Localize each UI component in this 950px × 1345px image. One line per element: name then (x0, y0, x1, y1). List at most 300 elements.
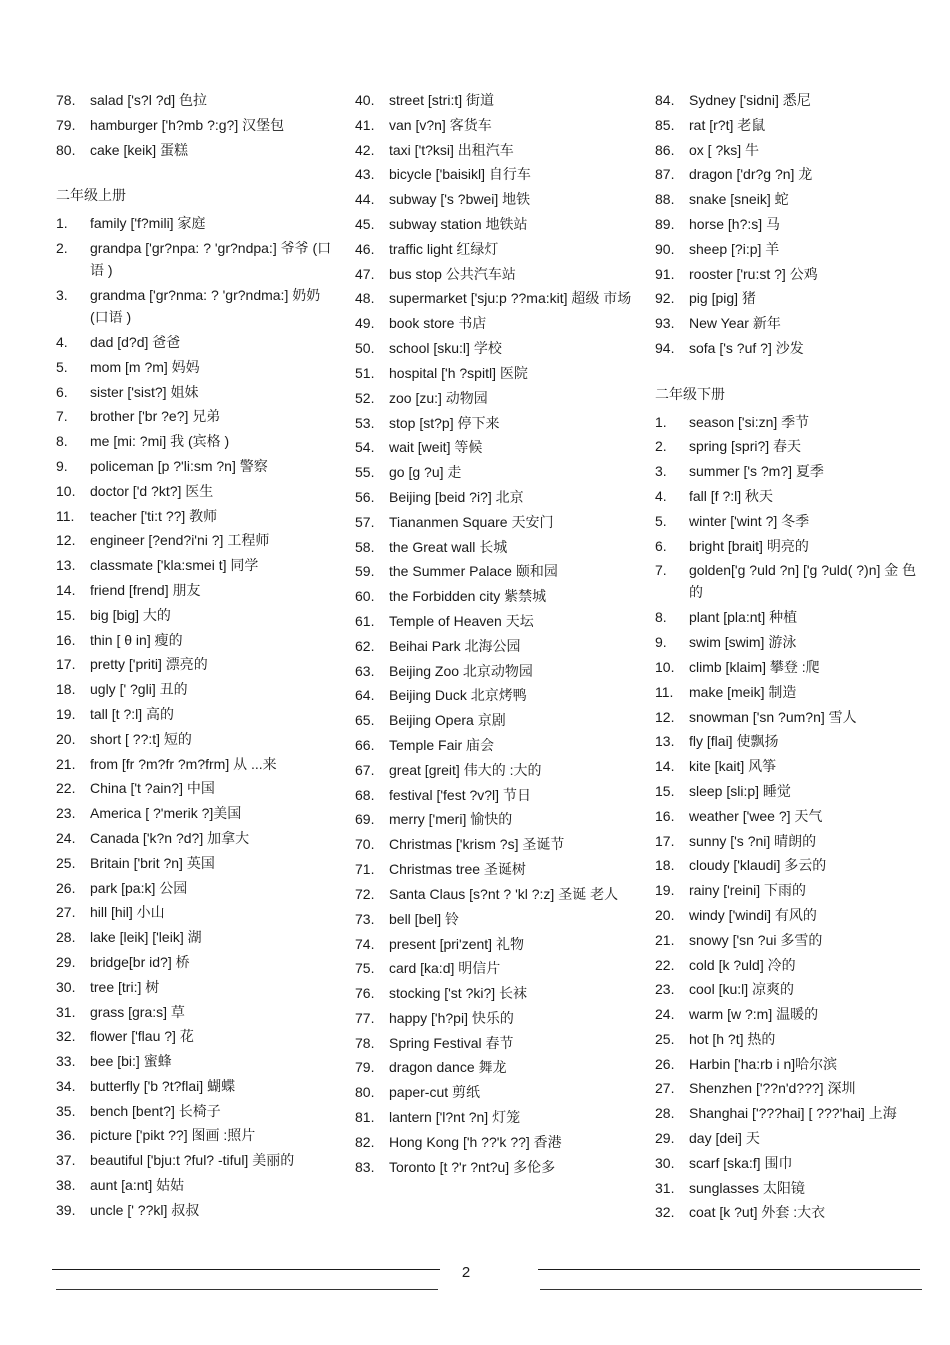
entry-text: snake [sneik] 蛇 (689, 191, 789, 208)
entry-text: salad ['s?l ?d] 色拉 (90, 92, 208, 108)
entry-text: bright [brait] 明亮的 (689, 537, 809, 554)
entry-text: season ['si:zn] 季节 (689, 413, 810, 430)
entry-text: golden['g ?uld ?n] ['g ?uld( ?)n] 金 色的 (689, 562, 917, 601)
entry-number: 85. (655, 116, 675, 133)
entry-number: 33. (56, 1053, 76, 1070)
vocab-entry (655, 705, 925, 730)
entry-text: Beijing Duck 北京烤鸭 (389, 687, 527, 704)
vocab-entry (56, 975, 336, 1000)
vocab-entry (355, 1130, 635, 1155)
entry-number: 45. (355, 215, 375, 232)
entry-text: horse [h?:s] 马 (689, 215, 781, 232)
entry-text: rainy ['reini] 下雨的 (689, 882, 807, 899)
vocab-entry (355, 361, 635, 386)
entry-text: bicycle ['baisikl] 自行车 (389, 166, 531, 183)
entry-number: 12. (655, 708, 675, 725)
vocab-entry (655, 162, 925, 187)
entry-number: 84. (655, 92, 675, 108)
entry-text: stop [st?p] 停下来 (389, 414, 500, 431)
vocab-entry (56, 1148, 336, 1173)
vocab-entry (655, 1101, 925, 1126)
vocab-entry (56, 553, 336, 578)
entry-text: taxi ['t?ksi] 出租汽车 (389, 141, 514, 158)
entry-text: kite [kait] 风筝 (689, 758, 777, 775)
entry-text: paper-cut 剪纸 (389, 1084, 481, 1101)
footer-rule-left (52, 1269, 440, 1270)
entry-number: 75. (355, 960, 375, 977)
entry-text: Spring Festival 春节 (389, 1034, 514, 1051)
vocab-entry (56, 1074, 336, 1099)
vocab-entry (655, 262, 925, 287)
vocab-entry (56, 950, 336, 975)
entry-text: Temple Fair 庙会 (389, 736, 495, 753)
entry-number: 25. (56, 854, 76, 871)
entry-number: 50. (355, 340, 375, 357)
entry-number: 34. (56, 1077, 76, 1094)
entry-number: 31. (56, 1003, 76, 1020)
entry-text: Sydney ['sidni] 悉尼 (689, 92, 811, 108)
vocab-entry (355, 932, 635, 957)
vocab-entry (655, 1052, 925, 1077)
entry-text: park [pa:k] 公园 (90, 879, 188, 896)
entry-number: 80. (355, 1084, 375, 1101)
vocab-entry (56, 776, 336, 801)
vocab-entry (355, 1031, 635, 1056)
entry-text: tree [tri:] 树 (90, 978, 160, 995)
vocab-entry (355, 559, 635, 584)
entry-number: 63. (355, 662, 375, 679)
entry-number: 17. (655, 832, 675, 849)
vocab-entry (655, 605, 925, 630)
entry-number: 73. (355, 910, 375, 927)
entry-number: 8. (56, 433, 68, 450)
entry-number: 22. (56, 780, 76, 797)
entry-text: Beihai Park 北海公园 (389, 637, 521, 654)
vocab-entry (355, 807, 635, 832)
entry-number: 15. (56, 606, 76, 623)
entry-number: 55. (355, 464, 375, 481)
column-1 (56, 88, 336, 1223)
entry-number: 7. (56, 408, 68, 425)
footer-rule-right-lower (540, 1289, 922, 1290)
entry-text: stocking ['st ?ki?] 长袜 (389, 985, 528, 1002)
vocab-entry (56, 603, 336, 628)
entry-text: Temple of Heaven 天坛 (389, 612, 534, 629)
entry-number: 69. (355, 811, 375, 828)
vocab-entry (655, 878, 925, 903)
entry-text: policeman [p ?'li:sm ?n] 警察 (90, 457, 268, 474)
vocab-entry (355, 733, 635, 758)
entry-text: bridge[br id?] 桥 (90, 953, 190, 970)
vocab-entry (56, 628, 336, 653)
entry-text: mom [m ?m] 妈妈 (90, 358, 200, 375)
vocab-entry (355, 262, 635, 287)
vocab-entry (56, 283, 336, 330)
entry-text: hot [h ?t] 热的 (689, 1030, 776, 1047)
entry-number: 39. (56, 1201, 76, 1218)
section-heading: 二年级上册 (56, 188, 126, 205)
entry-text: dragon dance 舞龙 (389, 1059, 507, 1076)
vocab-entry (355, 956, 635, 981)
vocab-entry (355, 485, 635, 510)
entry-number: 68. (355, 786, 375, 803)
entry-number: 71. (355, 860, 375, 877)
entry-text: tall [t ?:l] 高的 (90, 705, 175, 722)
vocab-entry (56, 677, 336, 702)
vocab-entry (56, 826, 336, 851)
entry-text: snowy ['sn ?ui 多雪的 (689, 931, 823, 948)
vocab-entry (56, 330, 336, 355)
entry-text: merry ['meri] 愉快的 (389, 811, 513, 828)
vocab-entry (56, 578, 336, 603)
entry-text: me [mi: ?mi] 我 (宾格 ) (90, 433, 230, 450)
entry-number: 47. (355, 265, 375, 282)
column-2 (355, 88, 635, 1179)
vocab-entry (56, 1024, 336, 1049)
vocab-entry (355, 783, 635, 808)
entry-text: fall [f ?:l] 秋天 (689, 487, 774, 504)
entry-number: 13. (655, 733, 675, 750)
entry-number: 57. (355, 513, 375, 530)
vocab-entry (56, 652, 336, 677)
entry-number: 78. (355, 1034, 375, 1051)
vocab-entry (355, 708, 635, 733)
entry-number: 90. (655, 240, 675, 257)
entry-number: 54. (355, 439, 375, 456)
vocab-entry (655, 311, 925, 336)
vocab-entry (56, 1049, 336, 1074)
vocab-entry (56, 211, 336, 236)
entry-number: 59. (355, 563, 375, 580)
vocab-entry (56, 1123, 336, 1148)
vocab-entry (355, 609, 635, 634)
entry-number: 30. (56, 978, 76, 995)
entry-number: 88. (655, 191, 675, 208)
entry-text: sunny ['s ?ni] 晴朗的 (689, 832, 817, 849)
entry-number: 6. (56, 383, 68, 400)
entry-number: 32. (56, 1028, 76, 1045)
entry-number: 29. (655, 1130, 675, 1147)
vocab-entry (56, 404, 336, 429)
footer-rule-right (538, 1269, 920, 1270)
entry-text: Beijing Opera 京剧 (389, 712, 506, 729)
entry-text: grandma ['gr?nma: ? 'gr?ndma:] 奶奶 (口语 ) (90, 286, 321, 325)
entry-number: 35. (56, 1102, 76, 1119)
entry-text: sunglasses 太阳镜 (689, 1179, 805, 1196)
entry-number: 86. (655, 141, 675, 158)
entry-text: Christmas ['krism ?s] 圣诞节 (389, 836, 565, 853)
entry-number: 26. (56, 879, 76, 896)
entry-text: picture ['pikt ??] 图画 :照片 (90, 1127, 256, 1144)
entry-text: from [fr ?m?fr ?m?frm] 从 ...来 (90, 755, 277, 772)
entry-number: 25. (655, 1030, 675, 1047)
vocab-entry (355, 113, 635, 138)
entry-text: hamburger ['h?mb ?:g?] 汉堡包 (90, 116, 285, 133)
entry-number: 83. (355, 1158, 375, 1175)
entry-text: swim [swim] 游泳 (689, 634, 797, 651)
entry-text: coat [k ?ut] 外套 :大衣 (689, 1204, 826, 1221)
vocab-entry (56, 702, 336, 727)
entry-number: 74. (355, 935, 375, 952)
entry-number: 4. (56, 333, 68, 350)
entry-number: 6. (655, 537, 667, 554)
vocab-entry (355, 162, 635, 187)
vocab-entry (655, 336, 925, 361)
entry-text: Beijing Zoo 北京动物园 (389, 662, 533, 679)
vocab-entry (655, 534, 925, 559)
vocab-entry (655, 434, 925, 459)
entry-number: 17. (56, 656, 76, 673)
vocab-entry (655, 630, 925, 655)
entry-text: butterfly ['b ?t?flai] 蝴蝶 (90, 1077, 236, 1094)
entry-number: 79. (56, 116, 76, 133)
entry-number: 38. (56, 1177, 76, 1194)
vocab-entry (355, 634, 635, 659)
entry-number: 32. (655, 1204, 675, 1221)
entry-number: 21. (655, 931, 675, 948)
entry-text: Hong Kong ['h ??'k ??] 香港 (389, 1133, 562, 1150)
vocab-entry (655, 804, 925, 829)
vocab-entry (56, 1173, 336, 1198)
vocab-entry (655, 509, 925, 534)
entry-text: friend [frend] 朋友 (90, 581, 201, 598)
vocab-entry (355, 237, 635, 262)
vocab-entry (355, 435, 635, 460)
entry-text: pretty ['priti] 漂亮的 (90, 656, 208, 673)
entry-text: traffic light 红绿灯 (389, 240, 499, 257)
entry-number: 93. (655, 315, 675, 332)
vocab-entry (56, 429, 336, 454)
entry-text: bench [bent?] 长椅子 (90, 1102, 221, 1119)
vocab-entry (56, 851, 336, 876)
entry-number: 20. (56, 730, 76, 747)
entry-text: uncle [' ??kl] 叔叔 (90, 1201, 200, 1218)
entry-number: 80. (56, 141, 76, 158)
entry-number: 21. (56, 755, 76, 772)
vocab-entry (655, 1200, 925, 1225)
vocab-entry (655, 410, 925, 435)
entry-number: 5. (56, 358, 68, 375)
vocab-entry (355, 758, 635, 783)
entry-number: 5. (655, 512, 667, 529)
entry-number: 61. (355, 612, 375, 629)
entry-number: 94. (655, 339, 675, 356)
vocab-entry (56, 727, 336, 752)
vocab-entry (355, 1055, 635, 1080)
entry-text: bee [bi:] 蜜蜂 (90, 1053, 172, 1070)
vocab-entry (655, 187, 925, 212)
entry-text: pig [pig] 猪 (689, 290, 756, 307)
vocab-entry (355, 832, 635, 857)
vocab-entry (56, 236, 336, 283)
vocab-entry (655, 655, 925, 680)
entry-text: winter ['wint ?] 冬季 (689, 512, 810, 529)
entry-number: 82. (355, 1133, 375, 1150)
entry-text: spring [spri?] 春天 (689, 438, 802, 455)
entry-text: Shanghai ['???hai] [ ???'hai] 上海 (689, 1105, 897, 1122)
vocab-entry (655, 459, 925, 484)
vocab-entry (355, 882, 635, 907)
entry-text: beautiful ['bju:t ?ful? -tiful] 美丽的 (90, 1152, 295, 1169)
entry-text: grandpa ['gr?npa: ? 'gr?ndpa:] 爷爷 (口语 ) (90, 239, 332, 278)
entry-number: 11. (56, 507, 75, 524)
entry-number: 23. (56, 805, 76, 822)
entry-number: 12. (56, 532, 76, 549)
entry-number: 89. (655, 215, 675, 232)
entry-text: zoo [zu:] 动物园 (389, 389, 488, 406)
entry-number: 7. (655, 562, 667, 579)
entry-number: 28. (56, 929, 76, 946)
entry-number: 76. (355, 985, 375, 1002)
entry-text: teacher ['ti:t ??] 教师 (90, 507, 218, 524)
entry-number: 40. (355, 92, 375, 108)
vocab-entry (655, 953, 925, 978)
entry-number: 46. (355, 240, 375, 257)
entry-text: short [ ??:t] 短的 (90, 730, 192, 747)
vocab-entry (655, 113, 925, 138)
column-3 (655, 88, 925, 1225)
vocab-entry (655, 1126, 925, 1151)
entry-text: big [big] 大的 (90, 606, 171, 623)
entry-text: plant [pla:nt] 种植 (689, 609, 798, 626)
entry-number: 22. (655, 956, 675, 973)
entry-text: China ['t ?ain?] 中国 (90, 780, 215, 797)
entry-number: 23. (655, 981, 675, 998)
entry-number: 20. (655, 906, 675, 923)
entry-number: 60. (355, 588, 375, 605)
vocab-entry (655, 88, 925, 113)
entry-text: fly [flai] 使飘扬 (689, 733, 779, 750)
vocab-entry (355, 286, 635, 311)
vocab-entry (655, 977, 925, 1002)
entry-number: 91. (655, 265, 675, 282)
entry-text: the Forbidden city 紫禁城 (389, 588, 547, 605)
entry-number: 24. (655, 1006, 675, 1023)
vocab-entry (355, 659, 635, 684)
entry-number: 87. (655, 166, 675, 183)
vocab-entry (355, 1080, 635, 1105)
vocab-entry (56, 801, 336, 826)
entry-number: 79. (355, 1059, 375, 1076)
vocab-entry (655, 729, 925, 754)
entry-text: Britain ['brit ?n] 英国 (90, 854, 215, 871)
entry-number: 44. (355, 191, 375, 208)
entry-number: 66. (355, 736, 375, 753)
entry-text: cool [ku:l] 凉爽的 (689, 981, 795, 998)
vocab-entry (655, 779, 925, 804)
entry-number: 15. (655, 782, 675, 799)
entry-text: cake [keik] 蛋糕 (90, 141, 189, 158)
entry-text: rooster ['ru:st ?] 公鸡 (689, 265, 818, 282)
vocab-entry (655, 680, 925, 705)
entry-text: rat [r?t] 老鼠 (689, 116, 766, 133)
entry-number: 48. (355, 290, 375, 307)
entry-number: 78. (56, 92, 76, 108)
entry-text: New Year 新年 (689, 315, 781, 332)
entry-text: the Summer Palace 颐和园 (389, 563, 558, 580)
footer-rule-left-lower (56, 1289, 438, 1290)
vocab-entry (655, 558, 925, 605)
vocab-entry (56, 1099, 336, 1124)
entry-text: sofa ['s ?uf ?] 沙发 (689, 339, 804, 356)
entry-text: day [dei] 天 (689, 1130, 760, 1147)
entry-number: 1. (56, 215, 68, 232)
entry-text: Toronto [t ?'r ?nt?u] 多伦多 (389, 1158, 556, 1175)
vocab-entry (655, 1151, 925, 1176)
entry-text: dragon ['dr?g ?n] 龙 (689, 166, 813, 183)
entry-text: subway ['s ?bwei] 地铁 (389, 191, 531, 208)
entry-number: 53. (355, 414, 375, 431)
entry-number: 92. (655, 290, 675, 307)
entry-number: 18. (56, 681, 76, 698)
entry-number: 56. (355, 488, 375, 505)
entry-text: present [pri'zent] 礼物 (389, 935, 524, 952)
entry-number: 62. (355, 637, 375, 654)
entry-text: bell [bel] 铃 (389, 910, 460, 927)
vocab-entry (355, 138, 635, 163)
entry-text: Canada ['k?n ?d?] 加拿大 (90, 829, 250, 846)
entry-text: ugly [' ?gli] 丑的 (90, 681, 188, 698)
entry-text: hospital ['h ?spitl] 医院 (389, 364, 528, 381)
entry-text: thin [ θ in] 瘦的 (90, 631, 183, 648)
entry-number: 31. (655, 1179, 675, 1196)
entry-number: 3. (56, 286, 68, 303)
entry-text: lake [leik] ['leik] 湖 (90, 929, 202, 946)
entry-text: flower ['flau ?] 花 (90, 1028, 194, 1045)
vocab-entry (56, 113, 336, 138)
entry-number: 65. (355, 712, 375, 729)
entry-text: summer ['s ?m?] 夏季 (689, 463, 824, 480)
vocab-entry (56, 752, 336, 777)
entry-text: wait [weit] 等候 (389, 439, 483, 456)
entry-text: brother ['br ?e?] 兄弟 (90, 408, 221, 425)
entry-number: 81. (355, 1109, 375, 1126)
entry-text: subway station 地铁站 (389, 215, 528, 232)
entry-number: 4. (655, 487, 667, 504)
vocab-entry (56, 1198, 336, 1223)
entry-number: 28. (655, 1105, 675, 1122)
vocab-entry (655, 829, 925, 854)
entry-number: 67. (355, 761, 375, 778)
entry-text: lantern ['l?nt ?n] 灯笼 (389, 1109, 521, 1126)
vocab-entry (355, 386, 635, 411)
entry-number: 24. (56, 829, 76, 846)
entry-text: snowman ['sn ?um?n] 雪人 (689, 708, 857, 725)
vocab-entry (56, 380, 336, 405)
vocab-entry (56, 1000, 336, 1025)
vocab-entry (355, 411, 635, 436)
entry-number: 26. (655, 1055, 675, 1072)
entry-text: sister ['sist?] 姐妹 (90, 383, 199, 400)
entry-text: grass [gra:s] 草 (90, 1003, 185, 1020)
entry-number: 42. (355, 141, 375, 158)
entry-text: classmate ['kla:smei t] 同学 (90, 557, 259, 574)
entry-text: engineer [?end?i'ni ?] 工程师 (90, 532, 270, 549)
entry-text: sleep [sli:p] 睡觉 (689, 782, 791, 799)
entry-text: supermarket ['sju:p ??ma:kit] 超级 市场 (389, 290, 632, 307)
entry-text: dad [d?d] 爸爸 (90, 333, 181, 350)
vocab-entry (355, 535, 635, 560)
entry-text: Beijing [beid ?i?] 北京 (389, 488, 524, 505)
vocab-entry (355, 857, 635, 882)
entry-text: Santa Claus [s?nt ? 'kl ?:z] 圣诞 老人 (389, 885, 619, 902)
vocab-entry (56, 925, 336, 950)
vocab-entry (655, 853, 925, 878)
entry-number: 14. (56, 581, 76, 598)
entry-number: 19. (655, 882, 675, 899)
entry-number: 11. (655, 683, 674, 700)
entry-text: hill [hil] 小山 (90, 904, 165, 921)
